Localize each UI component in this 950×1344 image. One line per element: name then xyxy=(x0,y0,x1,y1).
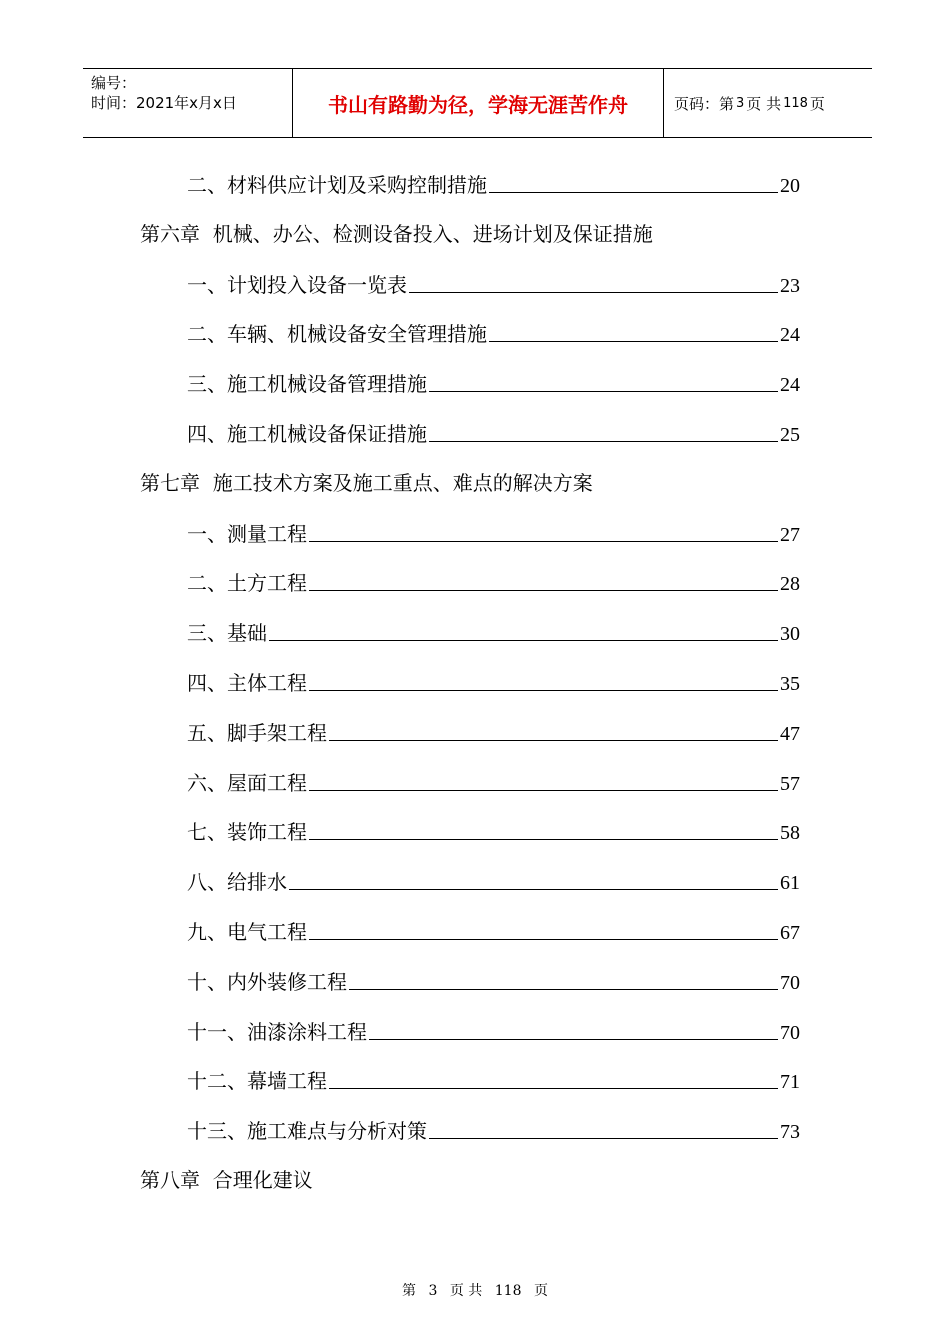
toc-item[interactable] xyxy=(187,1015,800,1045)
toc-leader-line xyxy=(429,441,778,442)
toc-leader-line xyxy=(309,939,778,940)
toc-item[interactable] xyxy=(187,1114,800,1144)
toc-item-title: 十、内外装修工程 xyxy=(187,970,347,994)
toc-item[interactable] xyxy=(187,815,800,845)
header-meta xyxy=(83,69,292,137)
toc-item-page: 71 xyxy=(780,1071,800,1093)
toc-leader-line xyxy=(329,1088,778,1089)
toc-leader-line xyxy=(329,740,778,741)
toc-item-title: 四、施工机械设备保证措施 xyxy=(187,422,427,446)
page-prefix: 页码：第 xyxy=(674,94,735,113)
footer-suffix: 页 xyxy=(533,1283,548,1299)
page-mid: 页 共 xyxy=(746,94,782,113)
page-suffix: 页 xyxy=(809,94,825,113)
toc-item-page: 25 xyxy=(780,424,800,446)
toc-item-page: 70 xyxy=(780,972,800,994)
footer-current: 3 xyxy=(428,1283,438,1299)
toc-item[interactable] xyxy=(187,865,800,895)
toc-leader-line xyxy=(489,341,778,342)
page-current: 3 xyxy=(736,95,745,111)
toc-item[interactable] xyxy=(187,766,800,796)
toc-item-title: 四、主体工程 xyxy=(187,671,307,695)
code-label: 编号： xyxy=(91,74,137,92)
toc-item[interactable] xyxy=(187,616,800,646)
toc-item-page: 28 xyxy=(780,573,800,595)
toc-item[interactable] xyxy=(187,666,800,696)
toc-leader-line xyxy=(309,590,778,591)
toc-item[interactable] xyxy=(187,517,800,547)
toc-item-page: 24 xyxy=(780,374,800,396)
toc-item[interactable] xyxy=(187,317,800,347)
toc-item-page: 23 xyxy=(780,275,800,297)
toc-leader-line xyxy=(289,889,778,890)
toc-leader-line xyxy=(269,640,778,641)
toc-leader-line xyxy=(309,690,778,691)
toc-item-title: 十三、施工难点与分析对策 xyxy=(187,1119,427,1143)
toc-item[interactable] xyxy=(187,168,800,198)
footer-prefix: 第 xyxy=(402,1283,417,1299)
toc-item-page: 47 xyxy=(780,723,800,745)
page-header xyxy=(83,68,872,138)
toc-leader-line xyxy=(489,192,778,193)
toc-leader-line xyxy=(309,790,778,791)
page-total: 118 xyxy=(783,95,808,111)
toc-item-title: 三、施工机械设备管理措施 xyxy=(187,372,427,396)
toc-item-title: 三、基础 xyxy=(187,621,267,645)
toc-item-title: 九、电气工程 xyxy=(187,920,307,944)
toc-item-page: 58 xyxy=(780,822,800,844)
header-motto: 书山有路勤为径，学海无涯苦作舟 xyxy=(292,69,664,137)
toc-item-page: 57 xyxy=(780,773,800,795)
toc-item-title: 二、材料供应计划及采购控制措施 xyxy=(187,173,487,197)
toc-leader-line xyxy=(349,989,778,990)
toc-leader-line xyxy=(309,541,778,542)
toc-item-title: 二、土方工程 xyxy=(187,571,307,595)
toc-leader-line xyxy=(369,1039,778,1040)
toc-item-page: 61 xyxy=(780,872,800,894)
toc-item-title: 二、车辆、机械设备安全管理措施 xyxy=(187,322,487,346)
toc-item-title: 十二、幕墙工程 xyxy=(187,1069,327,1093)
toc-item-page: 70 xyxy=(780,1022,800,1044)
toc-chapter: 第七章 施工技术方案及施工重点、难点的解决方案 xyxy=(140,471,593,495)
toc-chapter: 第八章 合理化建议 xyxy=(140,1168,313,1192)
toc-item-title: 一、计划投入设备一览表 xyxy=(187,273,407,297)
toc-leader-line xyxy=(309,839,778,840)
toc-item-title: 十一、油漆涂料工程 xyxy=(187,1020,367,1044)
footer-total: 118 xyxy=(494,1283,522,1299)
footer-mid: 页 共 xyxy=(449,1283,483,1299)
toc-item[interactable] xyxy=(187,915,800,945)
toc-item-page: 35 xyxy=(780,673,800,695)
toc-leader-line xyxy=(429,1138,778,1139)
toc-item-title: 七、装饰工程 xyxy=(187,820,307,844)
toc-item-title: 六、屋面工程 xyxy=(187,771,307,795)
header-page-info xyxy=(664,69,872,137)
toc-item[interactable] xyxy=(187,566,800,596)
toc-item[interactable] xyxy=(187,367,800,397)
toc-item[interactable] xyxy=(187,417,800,447)
toc-item-title: 五、脚手架工程 xyxy=(187,721,327,745)
time-label: 时间：2021年x月x日 xyxy=(91,94,237,112)
toc-item[interactable] xyxy=(187,1064,800,1094)
toc-item-page: 24 xyxy=(780,324,800,346)
toc-item-page: 20 xyxy=(780,175,800,197)
toc-item-title: 一、测量工程 xyxy=(187,522,307,546)
toc-leader-line xyxy=(409,292,778,293)
toc-item[interactable] xyxy=(187,716,800,746)
toc-item-page: 30 xyxy=(780,623,800,645)
toc-chapter: 第六章 机械、办公、检测设备投入、进场计划及保证措施 xyxy=(140,222,653,246)
toc-item-title: 八、给排水 xyxy=(187,870,287,894)
toc-item-page: 73 xyxy=(780,1121,800,1143)
toc-item[interactable] xyxy=(187,965,800,995)
toc-item-page: 67 xyxy=(780,922,800,944)
toc-leader-line xyxy=(429,391,778,392)
toc-item-page: 27 xyxy=(780,524,800,546)
toc-item[interactable] xyxy=(187,268,800,298)
page-footer xyxy=(0,1280,950,1300)
